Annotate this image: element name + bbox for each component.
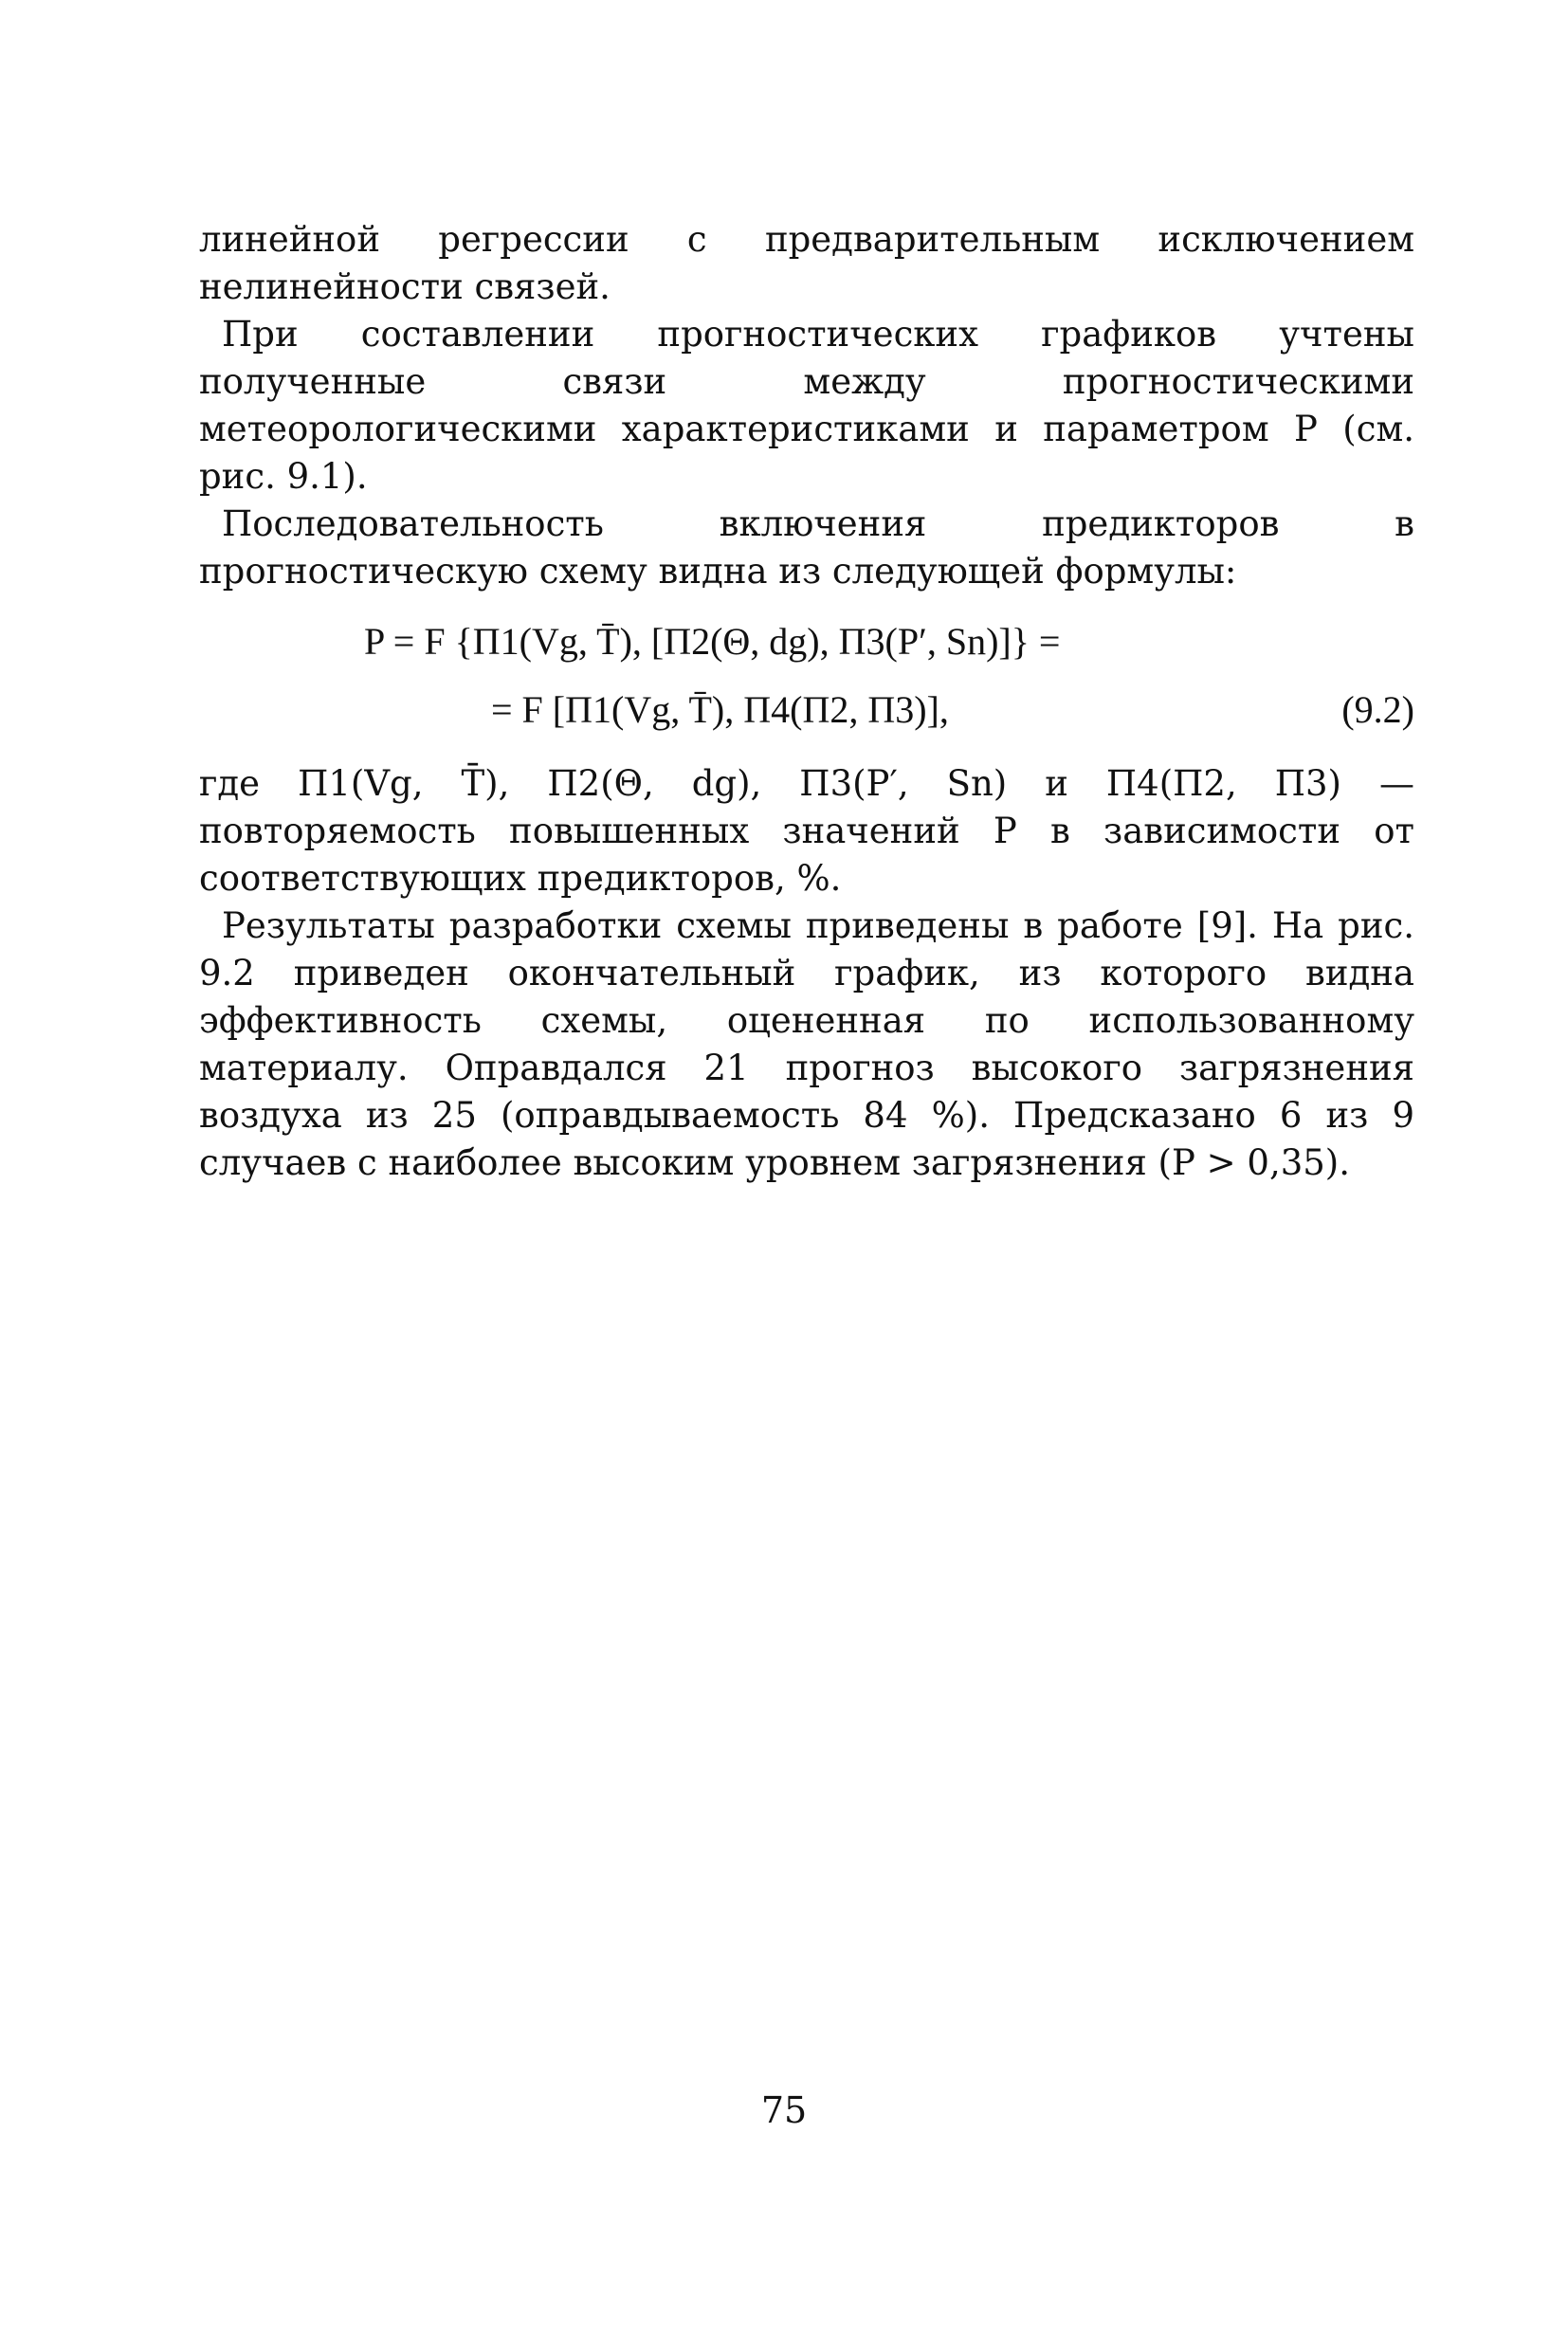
page-number: 75 bbox=[760, 2089, 808, 2131]
paragraph-4: где П1(Vg, T̄), П2(Θ, dg), П3(P′, Sn) и П4(П2, П3) — повторяемость повышенных значений P в зависимости от соответствующих предикторов, %. bbox=[199, 763, 1414, 899]
formula-9-2 bbox=[199, 609, 1414, 751]
paragraph-1: линейной регрессии с предварительным исключением нелинейности связей. bbox=[199, 219, 1414, 307]
formula-line-1: P = F {П1(Vg, T̄), [П2(Θ, dg), П3(P′, Sn)]} = bbox=[364, 620, 1061, 663]
paragraph-3: Последовательность включения предикторов в прогностическую схему видна из следующей формулы: bbox=[199, 503, 1414, 592]
page-text bbox=[199, 216, 1414, 1187]
paragraph-2: При составлении прогностических графиков учтены полученные связи между прогностическими метеорологическими характеристиками и параметром P (см. рис. 9.1). bbox=[199, 314, 1414, 497]
paragraph-5: Результаты разработки схемы приведены в работе [9]. На рис. 9.2 приведен окончательный график, из которого видна эффективность схемы, оцененная по использованному материалу. Оправдался 21 прогноз высокого загрязнения воздуха из 25 (оправдываемость 84 %). Предсказано 6 из 9 случаев с наиболее высоким уровнем загрязнения (P > 0,35). bbox=[199, 905, 1414, 1183]
formula-line-2: = F [П1(Vg, T̄), П4(П2, П3)], bbox=[491, 688, 949, 731]
formula-number: (9.2) bbox=[1341, 688, 1414, 731]
